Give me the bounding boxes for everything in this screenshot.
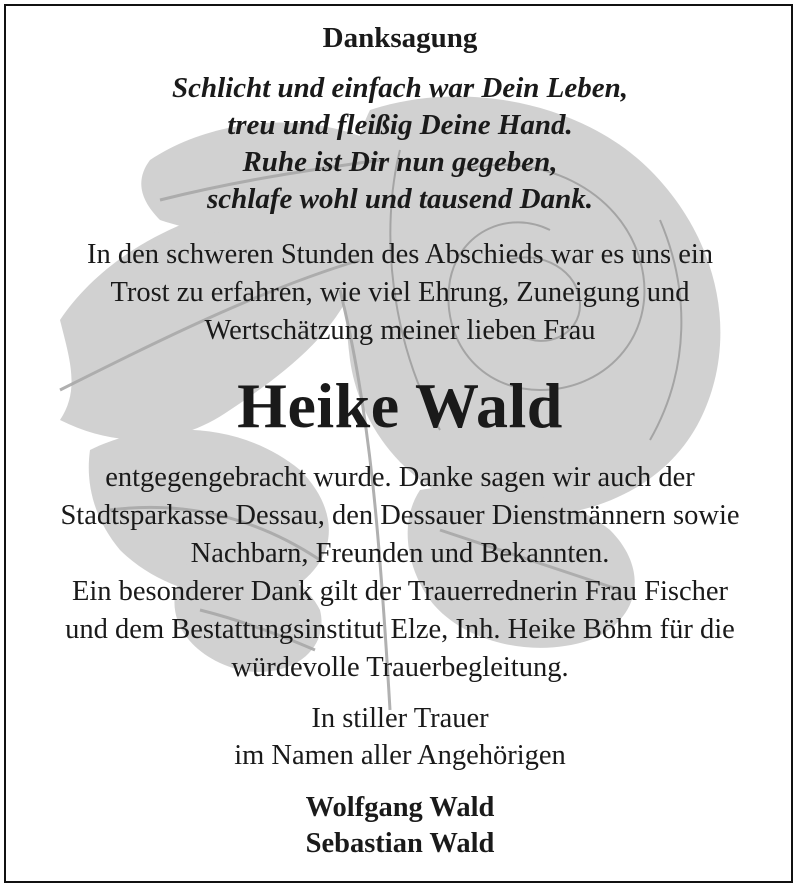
poem-verse: [0, 70, 800, 218]
body-line: würdevolle Trauerbegleitung.: [231, 652, 569, 683]
signer-name: Sebastian Wald: [305, 828, 495, 859]
intro-line: Trost zu erfahren, wie viel Ehrung, Zuneigung und: [110, 277, 690, 308]
intro-paragraph: [0, 236, 800, 350]
body-paragraph: [0, 459, 800, 687]
body-line: Stadtsparkasse Dessau, den Dessauer Dienstmännern sowie: [60, 500, 740, 531]
notice-heading: Danksagung: [322, 22, 478, 54]
signers: [0, 790, 800, 862]
body-line: und dem Bestattungsinstitut Elze, Inh. Heike Böhm für die: [65, 614, 735, 645]
closing-line: In stiller Trauer: [311, 703, 489, 734]
closing-line: im Namen aller Angehörigen: [234, 740, 566, 771]
signer-name: Wolfgang Wald: [305, 792, 495, 823]
poem-line: schlafe wohl und tausend Dank.: [207, 183, 593, 215]
body-line: Nachbarn, Freunden und Bekannten.: [190, 538, 610, 569]
body-line: Ein besonderer Dank gilt der Trauerrednerin Frau Fischer: [71, 576, 729, 607]
intro-line: Wertschätzung meiner lieben Frau: [204, 315, 596, 346]
poem-line: treu und fleißig Deine Hand.: [227, 109, 573, 141]
body-line: entgegengebracht wurde. Danke sagen wir auch der: [105, 462, 695, 493]
intro-line: In den schweren Stunden des Abschieds war es uns ein: [86, 239, 714, 270]
poem-line: Ruhe ist Dir nun gegeben,: [242, 146, 558, 178]
poem-line: Schlicht und einfach war Dein Leben,: [172, 72, 628, 104]
closing-lines: [0, 700, 800, 774]
deceased-name: Heike Wald: [237, 370, 563, 441]
